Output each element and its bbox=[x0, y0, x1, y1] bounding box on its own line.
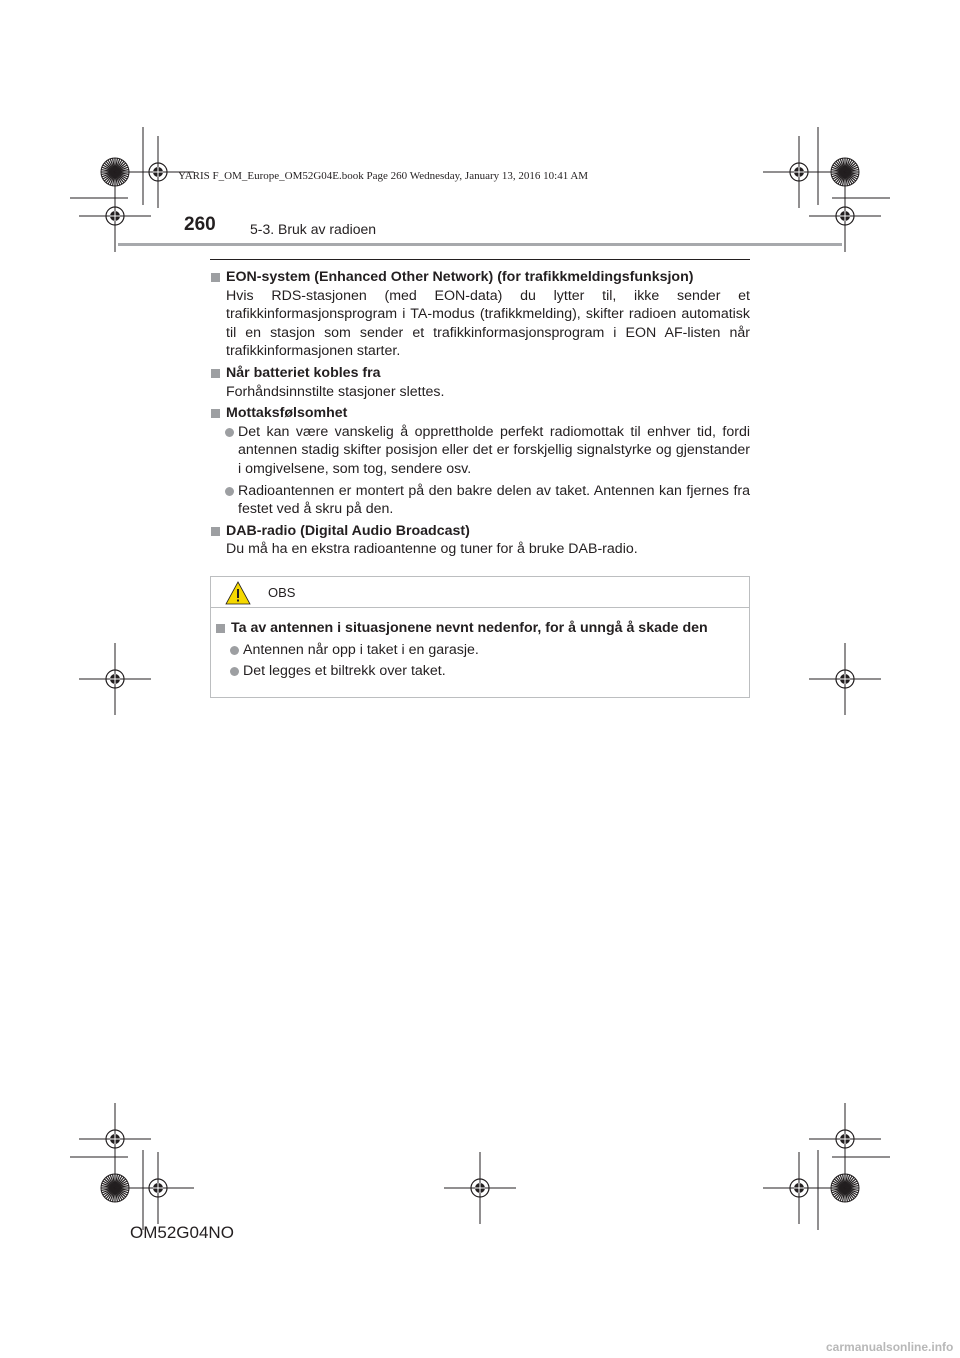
list-item: Det kan være vanskelig å opprettholde perfekt radiomottak til enhver tid, fordi antennen stadig skifter posisjon eller det er forskjellig signalstyrke og gjenstander i omgivelsene, som tog, sendere osv. bbox=[210, 423, 750, 479]
section-title: 5-3. Bruk av radioen bbox=[250, 221, 377, 237]
notice-header bbox=[211, 577, 749, 608]
notice-label: OBS bbox=[268, 585, 296, 600]
round-bullet-icon bbox=[225, 487, 234, 496]
list-item: Det legges et biltrekk over taket. bbox=[215, 662, 743, 681]
square-bullet-icon bbox=[211, 527, 220, 536]
square-bullet-icon bbox=[211, 369, 220, 378]
watermark: carmanualsonline.info bbox=[826, 1340, 954, 1354]
section-text: Du må ha en ekstra radioantenne og tuner for å bruke DAB-radio. bbox=[226, 541, 638, 558]
square-bullet-icon bbox=[216, 624, 225, 633]
square-bullet-icon bbox=[211, 273, 220, 282]
page-number: 260 bbox=[184, 214, 216, 235]
round-bullet-icon bbox=[230, 646, 239, 655]
list-item: Antennen når opp i taket i en garasje. bbox=[215, 641, 743, 660]
notice-body bbox=[211, 608, 749, 681]
square-bullet-icon bbox=[211, 409, 220, 418]
round-bullet-icon bbox=[225, 428, 234, 437]
warning-triangle-icon bbox=[225, 581, 251, 605]
section-heading: EON-system (Enhanced Other Network) (for trafikkmeldingsfunksjon) bbox=[210, 268, 750, 287]
content bbox=[210, 265, 750, 562]
footer-code: OM52G04NO bbox=[130, 1223, 234, 1242]
list-item: Radioantennen er montert på den bakre delen av taket. Antennen kan fjernes fra festet ved å skru på den. bbox=[210, 482, 750, 519]
content-rule bbox=[210, 259, 750, 260]
section-text: Forhåndsinnstilte stasjoner slettes. bbox=[226, 383, 445, 400]
section-heading: DAB-radio (Digital Audio Broadcast) bbox=[210, 522, 750, 541]
notice-heading: Ta av antennen i situasjonene nevnt nedenfor, for å unngå å skade den bbox=[215, 619, 743, 638]
section-text: Hvis RDS-stasjonen (med EON-data) du lytter til, ikke sender et trafikkinformasjonsprogram i TA-modus (trafikkmelding), skifter radioen automatisk til en stasjon som sender et trafikkinformasjonsprogram i EON AF-listen når trafikkinformasjonen starter. bbox=[226, 287, 750, 360]
header-rule bbox=[118, 243, 842, 246]
notice-box bbox=[210, 576, 750, 698]
file-stamp: YARIS F_OM_Europe_OM52G04E.book Page 260 Wednesday, January 13, 2016 10:41 AM bbox=[178, 170, 589, 182]
section-heading: Når batteriet kobles fra bbox=[210, 364, 750, 383]
round-bullet-icon bbox=[230, 667, 239, 676]
section-heading: Mottaksfølsomhet bbox=[210, 404, 750, 423]
